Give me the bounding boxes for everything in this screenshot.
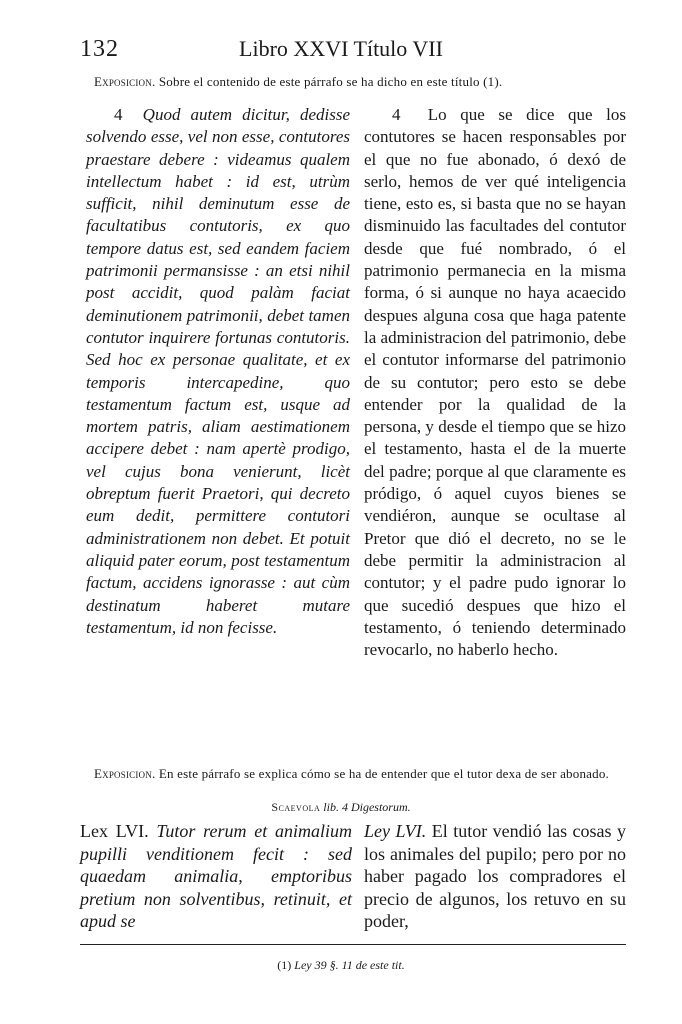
lex-56-spanish (364, 820, 626, 933)
footnote (0, 958, 682, 973)
latin-paragraph-4 (86, 104, 350, 639)
lex-spanish-text: El tutor vendió las cosas y los animales del pupilo; pero por no haber pagado los compradores el precio de algunos, los retuvo en su poder, (364, 821, 627, 931)
running-title: Libro XXVI Título VII (239, 36, 443, 61)
footnote-divider (80, 944, 626, 945)
latin-text: Quod autem dicitur, dedisse solvendo esse, vel non esse, contutores praestare debere : videamus qualem intellectum habet : id est, utrùm sufficit, nihil deminutum esse de facultatibus contutoris, ex quo tempore datus est, sed eandem faciem patrimonii permansisse : an etsi nihil post accidit, quod palàm faciat deminutionem patrimonii, debet tamen contutor inquirere fortunas contutoris. Sed hoc ex personae qualitate, et ex temporis intercapedine, quo testamentum factum est, usque ad mortem patris, aliam aestimationem accipere debet : nam apertè prodigo, vel cujus bona venierunt, licèt obreptum fuerit Praetori, qui decreto eum dedit, permittere contutori administrationem non debet. Et potuit aliquid pater eorum, post testamentum factum, accidens ignorasse : aut cùm destinatum haberet mutare testamentum, id non fecisse. (86, 105, 350, 637)
exposition-label: Exposicion. (94, 766, 156, 781)
latin-column (86, 104, 350, 639)
lex-latin-text: Tutor rerum et animalium pupilli venditionem fecit : sed quaedam animalia, emptoribus pretium non solventibus, retinuit, et apud se (80, 821, 352, 931)
footnote-marker: (1) (277, 958, 292, 972)
lex-56-latin (80, 820, 352, 933)
paragraph-number: 4 (392, 105, 401, 124)
source-citation (0, 800, 682, 815)
exposition-note-1 (94, 74, 634, 89)
footnote-text: Ley 39 §. 11 de este tit. (294, 958, 405, 972)
exposition-text: Sobre el contenido de este párrafo se ha dicho en este título (1). (158, 74, 503, 89)
spanish-column (364, 104, 626, 661)
exposition-text: En este párrafo se explica cómo se ha de entender que el tutor dexa de ser abonado. (158, 766, 609, 781)
source-reference: lib. 4 Digestorum. (323, 800, 411, 814)
page-number: 132 (80, 36, 119, 62)
lex-heading: Lex LVI. (80, 821, 149, 841)
exposition-label: Exposicion. (94, 74, 156, 89)
paragraph-number: 4 (114, 105, 123, 124)
ley-heading: Ley LVI. (364, 821, 427, 841)
spanish-paragraph-4 (364, 104, 626, 661)
source-author: Scaevola (271, 800, 321, 814)
exposition-note-2 (94, 766, 634, 781)
spanish-text: Lo que se dice que los contutores se hacen responsables por el que no fue abonado, ó dexó de serlo, hemos de ver qué inteligencia tiene, esto es, si basta que no se hayan disminuido las facultades del contutor desde que fué nombrado, ó el patrimonio permanecia en la misma forma, ó si aunque no haya acaecido despues alguna cosa que haga patente la administracion del patrimonio, debe el contutor informarse del patrimonio de su contutor; pero esto se debe entender por la qualidad de la persona, y desde el tiempo que se hizo el testamento, hasta el de la muerte del padre; porque al que claramente es pródigo, ó aquel cuyos bienes se vendiéron, aunque se ocultase al Pretor que dió el decreto, no se le debe permitir la administracion al contutor; y el padre pudo ignorar lo que sucedió despues que hizo el testamento, ó teniendo determinado revocarlo, no haberlo hecho. (364, 105, 627, 660)
